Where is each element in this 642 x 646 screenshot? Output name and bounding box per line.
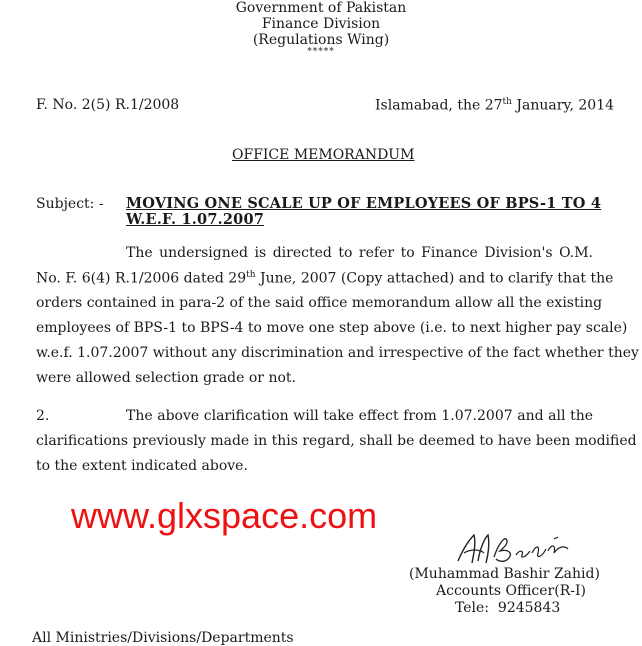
- para1-line-5: w.e.f. 1.07.2007 without any discrimination and irrespective of the fact whether they: [36, 345, 639, 361]
- para2-line-1: The above clarification will take effect from 1.07.2007 and all the: [126, 408, 593, 424]
- para2-line-2: clarifications previously made in this regard, shall be deemed to have been modified: [36, 433, 637, 449]
- para1-line-2-post: June, 2007 (Copy attached) and to clarify that the: [255, 270, 614, 287]
- phone-label: Tele:: [455, 600, 490, 616]
- letterhead-line-1: Government of Pakistan: [235, 0, 407, 16]
- subject-line-1: MOVING ONE SCALE UP OF EMPLOYEES OF BPS-1 TO 4: [126, 195, 602, 212]
- letterhead-stars: *****: [307, 47, 335, 57]
- para2-line-3: to the extent indicated above.: [36, 458, 248, 474]
- subject-label: Subject: -: [36, 196, 104, 212]
- signatory-designation: Accounts Officer(R-I): [436, 583, 586, 599]
- distribution-line: All Ministries/Divisions/Departments: [32, 630, 294, 646]
- para1-line-2-sup: th: [246, 270, 256, 280]
- place-date-prefix: Islamabad, the 27: [375, 97, 503, 114]
- para1-line-1: The undersigned is directed to refer to Finance Division's O.M.: [126, 245, 593, 261]
- phone-number: 9245843: [497, 600, 561, 616]
- letterhead-line-3: (Regulations Wing): [252, 32, 390, 48]
- para2-number: 2.: [36, 408, 50, 424]
- para1-line-3: orders contained in para-2 of the said office memorandum allow all the existing: [36, 295, 603, 311]
- place-date-sup: th: [502, 97, 512, 107]
- para1-line-2-pre: No. F. 6(4) R.1/2006 dated 29: [36, 270, 247, 287]
- memo-title: OFFICE MEMORANDUM: [232, 147, 415, 163]
- para1-line-2: [36, 270, 614, 287]
- para1-line-6: were allowed selection grade or not.: [36, 370, 296, 386]
- place-date-suffix: January, 2014: [511, 97, 615, 114]
- signatory-name: (Muhammad Bashir Zahid): [409, 566, 600, 582]
- place-date: [375, 97, 614, 114]
- signatory-phone: [455, 600, 560, 616]
- letterhead-line-2: Finance Division: [261, 16, 381, 32]
- para1-line-4: employees of BPS-1 to BPS-4 to move one step above (i.e. to next higher pay scale): [36, 320, 628, 336]
- signature-icon: [450, 527, 590, 569]
- subject-line-2: W.E.F. 1.07.2007: [126, 211, 265, 228]
- watermark-url: www.glxspace.com: [71, 495, 378, 536]
- file-number: F. No. 2(5) R.1/2008: [36, 97, 180, 113]
